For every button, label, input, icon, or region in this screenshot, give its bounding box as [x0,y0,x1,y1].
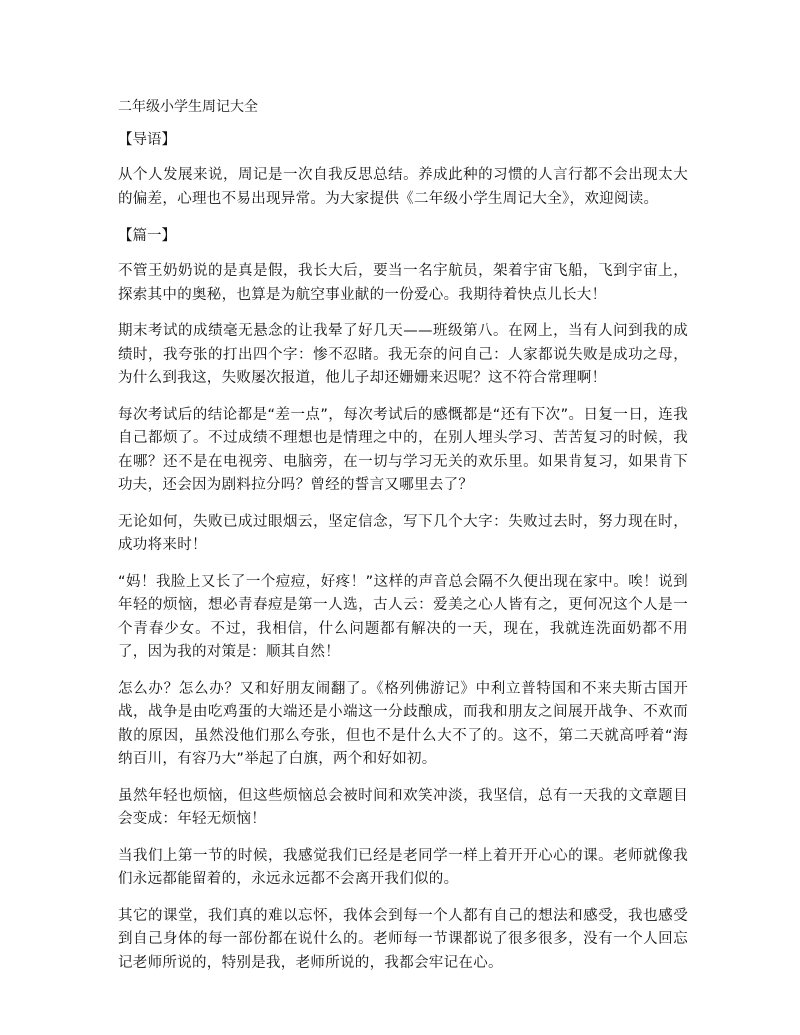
section-label: 【篇一】 [118,228,176,244]
body-paragraph-2: 期末考试的成绩毫无悬念的让我晕了好几天——班级第八。在网上，当有人问到我的成绩时，我夸张的打出四个字：惨不忍睹。我无奈的问自己：人家都说失败是成功之母，为什么到我这，失败屡次报道，他儿子却还姗姗来迟呢？这不符合常理啊！ [118,323,688,386]
body-paragraph-4: 无论如何，失败已成过眼烟云，坚定信念，写下几个大字：失败过去时，努力现在时，成功将来时！ [118,513,688,553]
body-paragraph-7: 虽然年轻也烦恼，但这些烦恼总会被时间和欢笑冲淡，我坚信，总有一天我的文章题目会变成：年轻无烦恼！ [118,787,688,827]
document-title: 二年级小学生周记大全 [118,99,258,115]
body-paragraph-8: 当我们上第一节的时候，我感觉我们已经是老同学一样上着开开心心的课。老师就像我们永远都能留着的，永远永远都不会离开我们似的。 [118,847,688,887]
intro-paragraph: 从个人发展来说，周记是一次自我反思总结。养成此种的习惯的人言行都不会出现太大的偏差，心理也不易出现异常。为大家提供《二年级小学生周记大全》，欢迎阅读。 [118,167,688,207]
body-paragraph-5: “妈！我脸上又长了一个痘痘，好疼！”这样的声音总会隔不久便出现在家中。唉！说到年轻的烦恼，想必青春痘是第一人选，古人云：爱美之心人皆有之，更何况这个人是一个青春少女。不过，我相信，什么问题都有解决的一天，现在，我就连洗面奶都不用了，因为我的对策是：顺其自然！ [118,573,688,660]
body-paragraph-9: 其它的课堂，我们真的难以忘怀，我体会到每一个人都有自己的想法和感受，我也感受到自己身体的每一部份都在说什么的。老师每一节课都说了很多很多，没有一个人回忘记老师所说的，特别是我，老师所说的，我都会牢记在心。 [118,907,688,971]
body-paragraph-6: 怎么办？怎么办？又和好朋友闹翻了。《格列佛游记》中利立普特国和不来夫斯古国开战，战争是由吃鸡蛋的大端还是小端这一分歧酿成，而我和朋友之间展开战争、不欢而散的原因，虽然没他们那么夸张，但也不是什么大不了的。这不，第二天就高呼着“海纳百川，有容乃大”举起了白旗，两个和好如初。 [118,680,688,767]
intro-label: 【导语】 [118,132,176,148]
body-paragraph-3: 每次考试后的结论都是“差一点”，每次考试后的感慨都是“还有下次”。日复一日，连我自己都烦了。不过成绩不理想也是情理之中的，在别人埋头学习、苦苦复习的时候，我在哪？还不是在电视旁、电脑旁，在一切与学习无关的欢乐里。如果肯复习，如果肯下功夫，还会因为剧料拉分吗？曾经的誓言又哪里去了？ [118,406,688,493]
body-paragraph-1: 不管王奶奶说的是真是假，我长大后，要当一名宇航员，架着宇宙飞船，飞到宇宙上，探索其中的奥秘，也算是为航空事业献的一份爱心。我期待着快点儿长大！ [118,263,688,303]
